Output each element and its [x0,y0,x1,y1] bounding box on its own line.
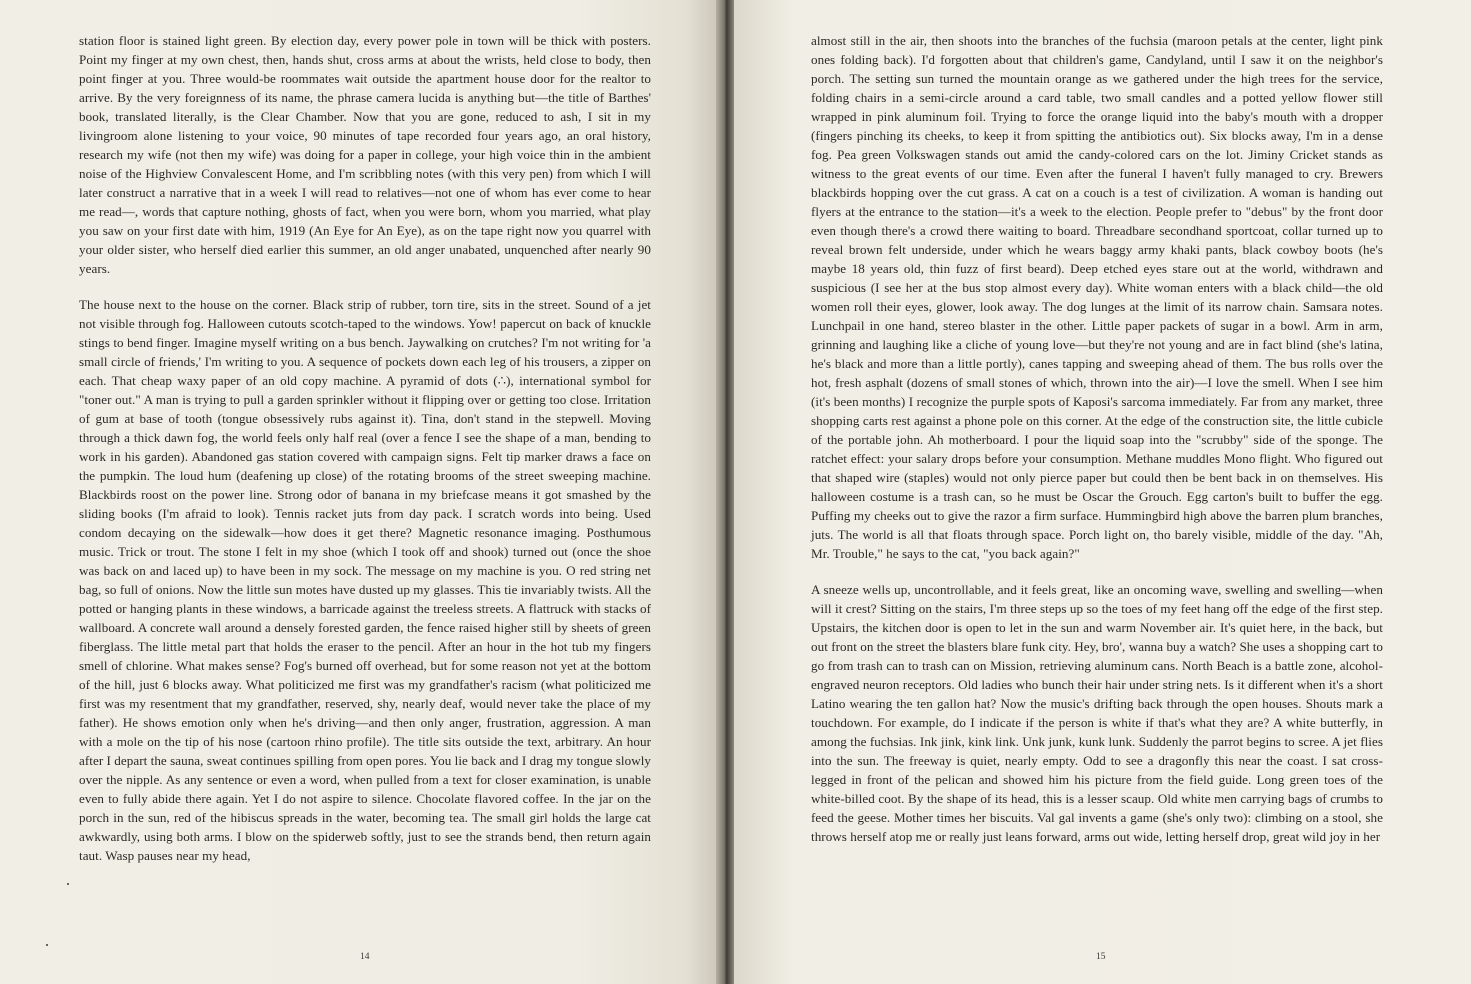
right-page [734,0,1471,984]
left-page [0,0,722,984]
right-page-text [811,31,1383,863]
left-paragraph-1: station floor is stained light green. By election day, every power pole in town will be thick with posters. Point my finger at my own chest, then, hands shut, cross arms at about the wrists, held close to body, then point finger at you. Three would-be roommates wait outside the apartment house door for the realtor to arrive. By the very foreignness of its name, the phrase camera lucida is anything but—the title of Barthes' book, translated literally, is the Clear Chamber. Now that you are gone, reduced to ash, I sit in my livingroom alone listening to your voice, 90 minutes of tape recorded four years ago, an oral history, research my wife (not then my wife) was doing for a paper in college, your high voice thin in the ambient noise of the Highview Convalescent Home, and I'm scribbling notes (with this very pen) from which I will later construct a narrative that in a week I will read to relatives—not one of whom has ever come to hear me read—, words that capture nothing, ghosts of fact, when you were born, whom you married, what play you saw on your first date with him, 1919 (An Eye for An Eye), as on the tape right now you quarrel with your older sister, who herself died earlier this summer, an old anger unabated, unquenched after nearly 90 years. [79,33,651,276]
paper-speck [67,883,69,885]
left-page-text [79,31,651,882]
right-paragraph-1: almost still in the air, then shoots into the branches of the fuchsia (maroon petals at the center, light pink ones folding back). I'd forgotten about that children's game, Candyland, until I saw it on the neighbor's porch. The setting sun turned the mountain orange as we gathered under the high trees for the service, folding chairs in a semi-circle around a card table, two small candles and a potted yellow flower still wrapped in pink aluminum foil. Trying to force the orange liquid into the baby's mouth with a dropper (fingers pinching its cheeks, to keep it from spitting the antibiotics out). Six blocks away, I'm in a dense fog. Pea green Volkswagen stands out amid the candy-colored cars on the lot. Jiminy Cricket stands as witness to the great events of our time. Even after the funeral I haven't fully managed to cry. Brewers blackbirds hopping over the cut grass. A cat on a couch is a test of civilization. A woman is handing out flyers at the entrance to the station—it's a week to the election. People prefer to "debus" by the front door even though there's a crowd there waiting to board. Threadbare secondhand sportcoat, collar turned up to reveal brown felt underside, under which he wears baggy army khaki pants, black cowboy boots (he's maybe 18 years old, thin fuzz of first beard). Deep etched eyes stare out at the world, withdrawn and suspicious (I see her at the bus stop almost every day). White woman enters with a black child—the old women roll their eyes, glower, look away. The dog lunges at the limit of its narrow chain. Samsara notes. Lunchpail in one hand, stereo blaster in the other. Little paper packets of sugar in a bowl. Arm in arm, grinning and laughing like a cliche of young love—but they're not young and are in fact blind (she's latina, he's black and more than a little portly), canes tapping and sweeping ahead of them. The bus rolls over the hot, fresh asphalt (dozens of small stones of which, thrown into the air)—I love the smell. When I see him (it's been months) I recognize the purple spots of Kaposi's sarcoma immediately. Far from any market, three shopping carts rest against a phone pole on this corner. At the edge of the construction site, the little cubicle of the portable john. Ah motherboard. I pour the liquid soap into the "scrubby" side of the sponge. The ratchet effect: your salary drops before your consumption. Methane muddles Mono flight. Who figured out that shaped wire (staples) would not only pierce paper but could then be bent back in on themselves. His halloween costume is a trash can, so he must be Oscar the Grouch. Egg carton's built to buffer the egg. Puffing my cheeks out to give the razor a firm surface. Hummingbird high above the barren plum branches, juts. The world is all that floats through space. Porch light on, tho barely visible, middle of the day. "Ah, Mr. Trouble," he says to the cat, "you back again?" [811,33,1383,561]
right-paragraph-2: A sneeze wells up, uncontrollable, and it feels great, like an oncoming wave, swelling and swelling—when will it crest? Sitting on the stairs, I'm three steps up so the toes of my feet hang off the edge of the first step. Upstairs, the kitchen door is open to let in the sun and warm November air. It's quiet here, in the back, but out front on the street the blasters blare funk city. Hey, bro', wanna buy a watch? She uses a shopping cart to go from trash can to trash can on Mission, retrieving aluminum cans. North Beach is a battle zone, alcohol-engraved neuron receptors. Old ladies who bunch their hair under string nets. Is it different when it's a short Latino wearing the ten gallon hat? Now the music's drifting back through the open houses. Shouts mark a touchdown. For example, do I indicate if the person is white if that's what they are? A white butterfly, in among the fuchsias. Ink jink, kink link. Unk junk, kunk lunk. Suddenly the parrot begins to scree. A jet flies into the sun. The freeway is quiet, nearly empty. Odd to see a dragonfly this near the coast. I sat cross-legged in front of the pelican and showed him his picture from the field guide. Long green toes of the white-billed coot. By the shape of its head, this is a lesser scaup. Old white men carrying bags of crumbs to feed the geese. Mother times her biscuits. Val gal invents a game (she's only two): climbing on a stool, she throws herself atop me or really just leans forward, arms out wide, letting herself drop, great wild joy in her [811,582,1383,844]
left-paragraph-2: The house next to the house on the corner. Black strip of rubber, torn tire, sits in the street. Sound of a jet not visible through fog. Halloween cutouts scotch-taped to the windows. Yow! papercut on back of knuckle stings to bend finger. Imagine myself writing on a bus bench. Jaywalking on crutches? I'm not writing for 'a small circle of friends,' I'm writing to you. A sequence of pockets down each leg of his trousers, a zipper on each. That cheap waxy paper of an old copy machine. A pyramid of dots (∴), international symbol for "toner out." A man is trying to pull a garden sprinkler without it flipping over or getting too close. Irritation of gum at base of tooth (tongue obsessively rubs against it). Tina, don't stand in the stepwell. Moving through a thick dawn fog, the world feels only half real (over a fence I see the shape of a man, bending to work in his garden). Abandoned gas station covered with campaign signs. Felt tip marker draws a face on the pumpkin. The loud hum (deafening up close) of the rotating brooms of the street sweeping machine. Blackbirds roost on the power line. Strong odor of banana in my briefcase means it got smashed by the sliding books (I'm afraid to look). Tennis racket juts from day pack. I scratch words into being. Used condom decaying on the sidewalk—how does it get there? Magnetic resonance imaging. Posthumous music. Trick or trout. The stone I felt in my shoe (which I took off and shook) turned out (once the shoe was back on and laced up) to have been in my sock. The message on my machine is you. O red string net bag, so full of onions. Now the little sun motes have dusted up my glasses. This tie invariably twists. All the potted or hanging plants in these windows, a barricade against the treeless streets. A flattruck with stacks of wallboard. A concrete wall around a densely forested garden, the fence raised higher still by sheets of green fiberglass. The little metal part that holds the eraser to the pencil. After an hour in the hot tub my fingers smell of chlorine. What makes sense? Fog's burned off overhead, but for some reason not yet at the bottom of the hill, just 6 blocks away. What politicized me first was my grandfather's racism (what politicized me first was my resentment that my grandfather, reserved, shy, nearly deaf, would never take the place of my father). He shows emotion only when he's driving—and then only anger, frustration, aggression. A man with a mole on the tip of his nose (cartoon rhino profile). The title sits outside the text, arbitrary. An hour after I depart the sauna, sweat continues spilling from open pores. You lie back and I drag my tongue slowly over the nipple. As any sentence or even a word, when pulled from a text for closer examination, is unable even to fully abide there again. Yet I do not aspire to silence. Chocolate flavored coffee. In the jar on the porch in the sun, red of the hibiscus spreads in the water, becoming tea. The small girl holds the large cat awkwardly, using both arms. I blow on the spiderweb softly, just to see the strands bend, then return again taut. Wasp pauses near my head, [79,297,651,863]
paper-speck [46,944,48,946]
book-gutter [716,0,734,984]
page-number-right: 15 [1096,952,1106,962]
page-number-left: 14 [360,952,370,962]
